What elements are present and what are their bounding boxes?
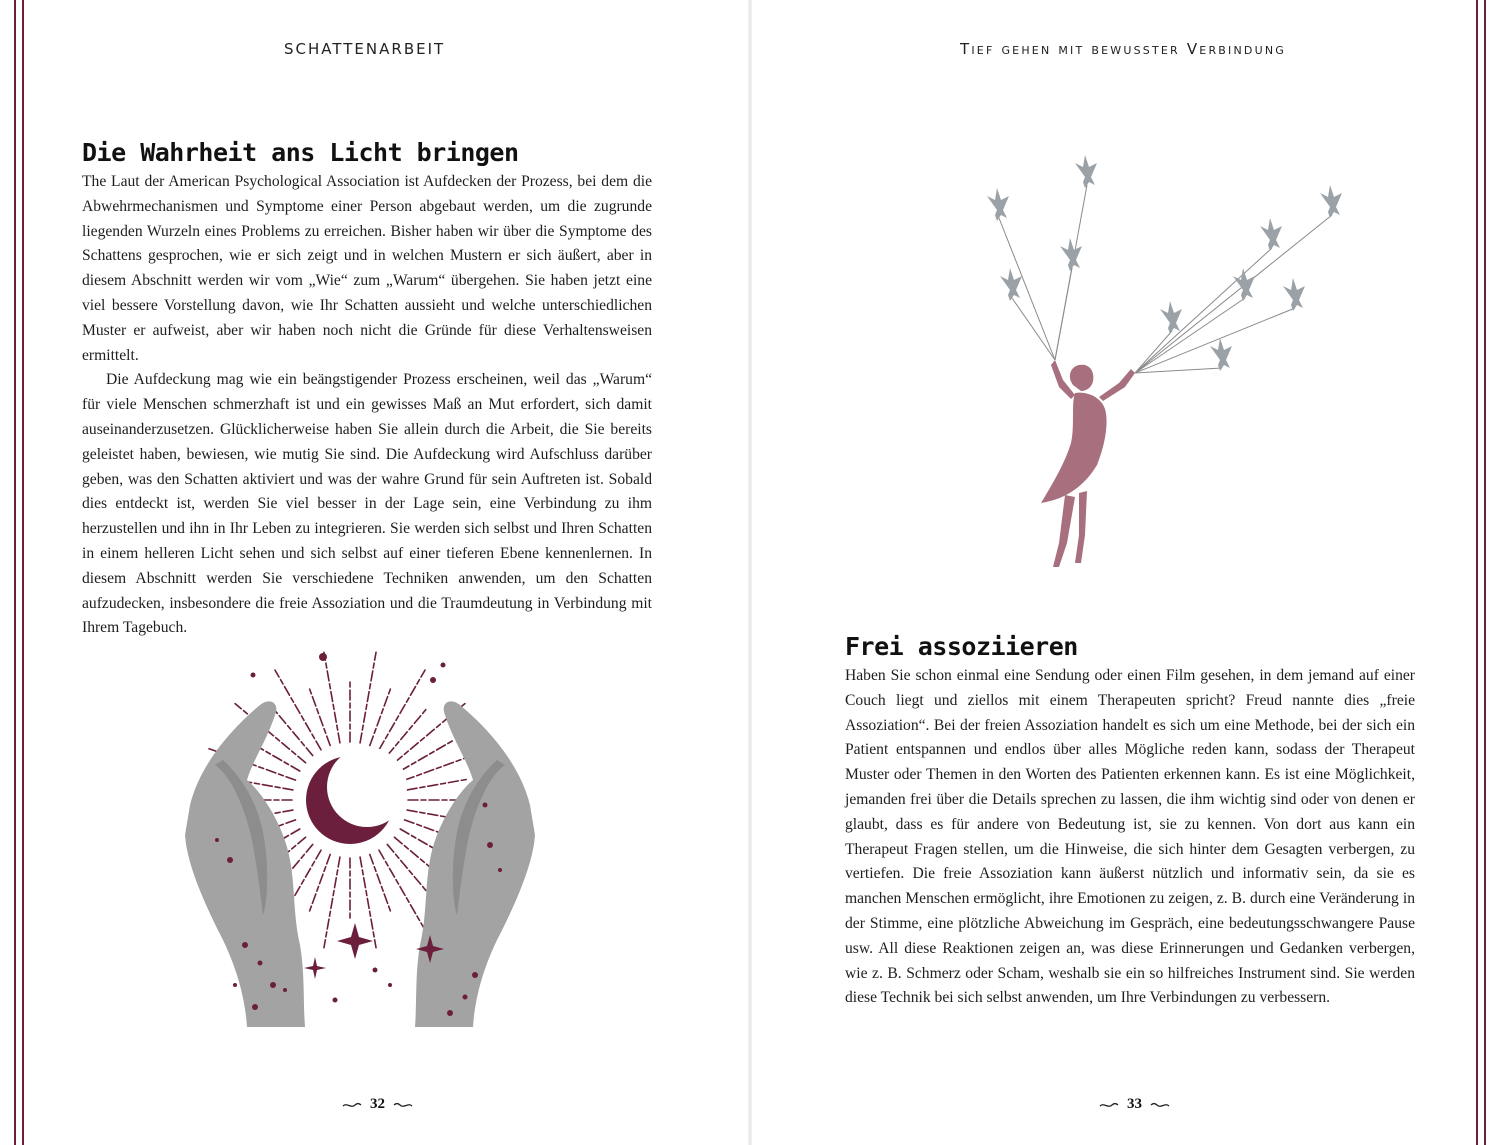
ornament-left-icon: [342, 1100, 362, 1110]
girl-birds-illustration: [975, 155, 1355, 575]
heading-left: Die Wahrheit ans Licht bringen: [82, 138, 519, 167]
paragraph-1: The Laut der American Psychological Association ist Aufdecken der Prozess, bei dem die Abwehrmechanismen und Symptome einer Person abgebaut werden, um die zugrunde liegenden Wurzeln eines Problems zu erreichen. Bisher haben wir über die Symptome des Schattens gesprochen, wie er sich zeigt und in welchen Mustern er sich äußert, aber in diesem Abschnitt werden wir vom „Wie“ zum „Warum“ übergehen. Sie haben jetzt eine viel bessere Vorstellung davon, wie Ihr Schatten aussieht und welche unterschiedlichen Muster er aufweist, aber wir haben noch nicht die Gründe für diese Verhaltensweisen ermittelt.: [82, 173, 652, 364]
page-number-33: 33: [1127, 1096, 1142, 1112]
paragraph-2: Die Aufdeckung mag wie ein beängstigender Prozess erscheinen, weil das „Warum“ für viele Menschen schmerzhaft ist und ein gewisses Maß an Mut erfordert, sich damit auseinanderzusetzen. Glücklicherweise haben Sie allein durch die Arbeit, die Sie bereits geleistet haben, bewiesen, wie mutig Sie sind. Die Aufdeckung wird Aufschluss darüber geben, was den Schatten aktiviert und was der wahre Grund für sein Auftreten ist. Sobald dies entdeckt ist, werden Sie viel besser in der Lage sein, eine Verbindung zu ihm herzustellen und ihn in Ihr Leben zu integrieren. Sie werden sich selbst und Ihren Schatten in einem helleren Licht sehen und sich selbst auf einer tieferen Ebene kennenlernen. In diesem Abschnitt werden Sie verschiedene Techniken anwenden, um den Schatten aufzudecken, insbesondere die freie Assoziation und die Traumdeutung in Verbindung mit Ihrem Tagebuch.: [82, 371, 652, 637]
paragraph-3: Haben Sie schon einmal eine Sendung oder einen Film gesehen, in dem jemand auf einer Couch liegt und ziellos mit einem Therapeuten spricht? Freud nannte dies „freie Assoziation“. Bei der freien Assoziation handelt es sich um eine Methode, bei der sich ein Patient entspannen und endlos über alles Mögliche reden kann, sodass der Therapeut Muster oder Themen in den Worten des Patienten erkennen kann. Es ist eine Möglichkeit, jemanden frei über die Details sprechen zu lassen, die ihm wichtig sind oder von denen er glaubt, dass es für andere von Bedeutung ist, sie zu kennen. Von dort aus kann ein Therapeut Fragen stellen, um die Hinweise, die sich hinter dem Gesagten verbergen, zu vertiefen. Die freie Assoziation kann äußerst nützlich und informativ sein, da sie es manchen Menschen ermöglicht, ihre Emotionen zu zeigen, z. B. durch eine Veränderung in der Stimme, eine plötzliche Abweichung im Gespräch, eine bedeutungsschwangere Pause usw. All diese Reaktionen zeigen an, was diese Erinnerungen und Gedanken verbergen, wie z. B. Schmerz oder Scham, weshalb sie ein so hilfreiches Instrument sind. Sie werden diese Technik bei sich selbst anwenden, um Ihre Verbindungen zu verbessern.: [845, 667, 1415, 1007]
ornament-right-icon: [1150, 1100, 1170, 1110]
page-number-32: 32: [370, 1096, 385, 1112]
hands-moon-illustration: [175, 645, 545, 1035]
running-head-right: Tief gehen mit bewusster Verbindung: [960, 40, 1286, 58]
left-frame-outer: [14, 0, 16, 1145]
heading-right: Frei assoziieren: [845, 632, 1078, 661]
body-text-left: [82, 170, 652, 641]
book-gutter: [748, 0, 752, 1145]
ornament-right-icon: [393, 1100, 413, 1110]
running-head-left: SCHATTENARBEIT: [284, 40, 446, 58]
page-number-right: [1099, 1096, 1170, 1113]
page-number-left: [342, 1096, 413, 1113]
right-frame-inner: [1476, 0, 1478, 1145]
left-frame-inner: [22, 0, 24, 1145]
right-frame-outer: [1484, 0, 1486, 1145]
body-text-right: [845, 664, 1415, 1011]
ornament-left-icon: [1099, 1100, 1119, 1110]
